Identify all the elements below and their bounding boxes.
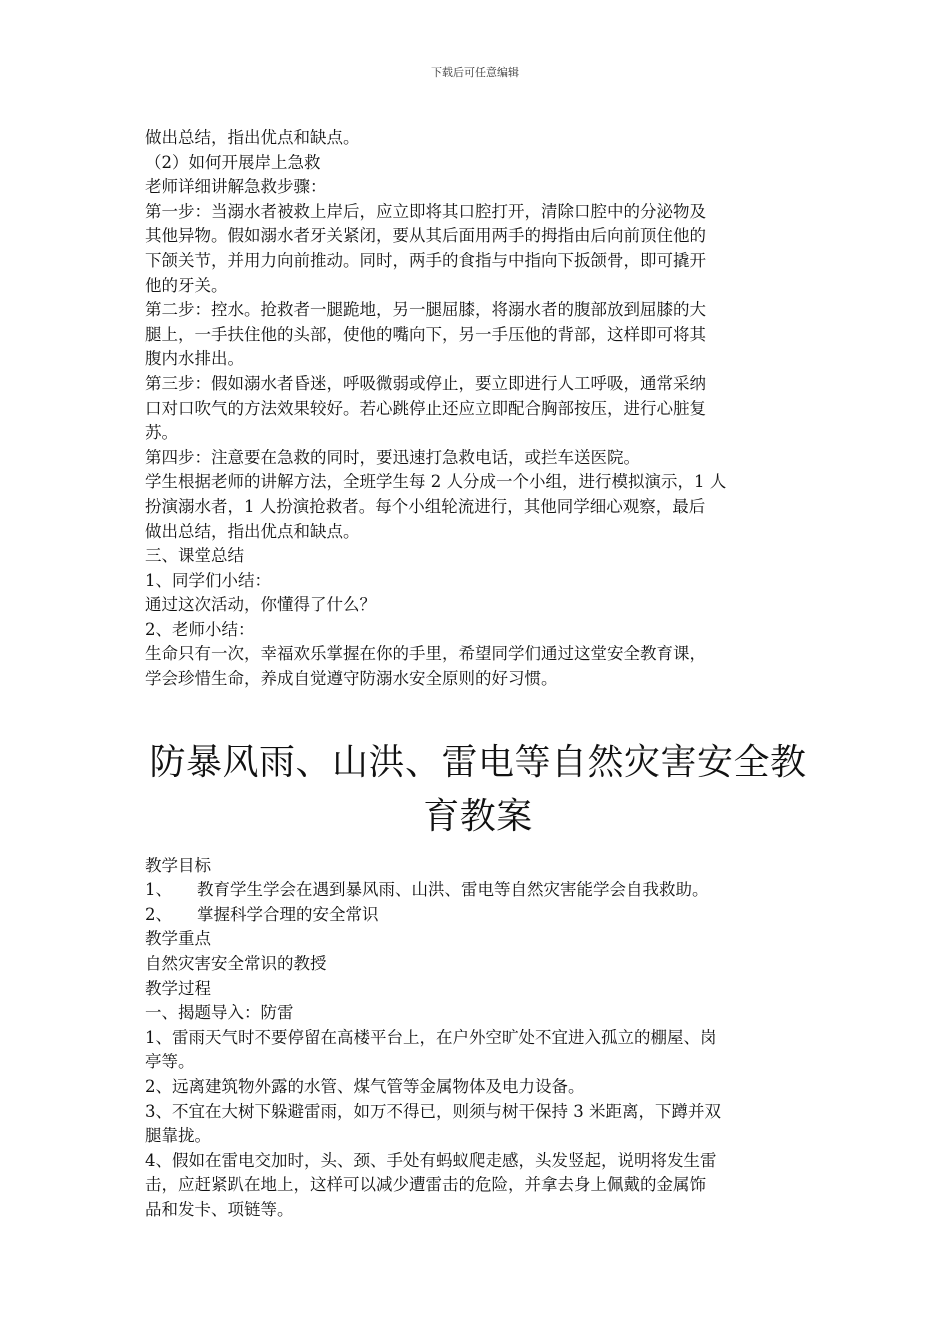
goals-heading: 教学目标 xyxy=(145,855,211,875)
paragraph-line: 亭等。 xyxy=(145,1052,195,1072)
paragraph-line: 生命只有一次，幸福欢乐掌握在你的手里，希望同学们通过这堂安全教育课， xyxy=(145,644,706,664)
paragraph-line: 他的牙关。 xyxy=(145,275,228,295)
paragraph-line: 自然灾害安全常识的教授 xyxy=(145,954,327,974)
paragraph-line: 下颌关节，并用力向前推动。同时，两手的食指与中指向下扳颌骨，即可撬开 xyxy=(145,250,706,270)
paragraph-line: 腿靠拢。 xyxy=(145,1126,211,1146)
section-drowning-rescue xyxy=(145,126,811,692)
paragraph-line: 2、远离建筑物外露的水管、煤气管等金属物体及电力设备。 xyxy=(145,1077,585,1096)
paragraph-line: 击，应赶紧趴在地上，这样可以减少遭雷击的危险，并拿去身上佩戴的金属饰 xyxy=(145,1175,706,1195)
paragraph-line: 学会珍惜生命，养成自觉遵守防溺水安全原则的好习惯。 xyxy=(145,669,558,689)
page-header-note: 下载后可任意编辑 xyxy=(431,66,519,79)
paragraph-line: 4、假如在雷电交加时，头、颈、手处有蚂蚁爬走感，头发竖起，说明将发生雷 xyxy=(145,1150,717,1170)
paragraph-line: 2、老师小结： xyxy=(145,619,255,639)
paragraph-line: 教学重点 xyxy=(145,929,211,949)
paragraph-line: 学生根据老师的讲解方法，全班学生每 2 人分成一个小组，进行模拟演示，1 人 xyxy=(145,472,727,492)
paragraph-line: 第三步：假如溺水者昏迷，呼吸微弱或停止，要立即进行人工呼吸，通常采纳 xyxy=(145,373,706,393)
goal-text: 教育学生学会在遇到暴风雨、山洪、雷电等自然灾害能学会自我救助。 xyxy=(197,880,709,900)
paragraph-line: （2）如何开展岸上急救 xyxy=(145,152,321,172)
paragraph-line: 品和发卡、项链等。 xyxy=(145,1199,294,1219)
goal-text: 掌握科学合理的安全常识 xyxy=(197,904,379,924)
paragraph-line: 第二步：控水。抢救者一腿跪地，另一腿屈膝，将溺水者的腹部放到屈膝的大 xyxy=(145,300,706,320)
paragraph-line: 通过这次活动，你懂得了什么？ xyxy=(145,595,376,615)
goal-item xyxy=(145,903,811,928)
paragraph-line: 1、同学们小结： xyxy=(145,570,271,590)
paragraph-line: 腹内水排出。 xyxy=(145,349,244,369)
paragraph-line: 第四步：注意要在急救的同时，要迅速打急救电话，或拦车送医院。 xyxy=(145,447,640,467)
paragraph-line: 第一步：当溺水者被救上岸后，应立即将其口腔打开，清除口腔中的分泌物及 xyxy=(145,201,706,221)
paragraph-line: 1、雷雨天气时不要停留在高楼平台上，在户外空旷处不宜进入孤立的棚屋、岗 xyxy=(145,1027,717,1047)
goal-number: 1、 xyxy=(145,880,172,900)
section-natural-disaster xyxy=(145,854,811,1223)
paragraph-line: 口对口吹气的方法效果较好。若心跳停止还应立即配合胸部按压，进行心脏复 xyxy=(145,398,706,418)
paragraph-line: 3、不宜在大树下躲避雷雨，如万不得已，则须与树干保持 3 米距离，下蹲并双 xyxy=(145,1101,721,1121)
goal-number: 2、 xyxy=(145,904,172,924)
paragraph-line: 苏。 xyxy=(145,423,178,443)
paragraph-line: 一、揭题导入：防雷 xyxy=(145,1003,294,1023)
paragraph-line: 教学过程 xyxy=(145,978,211,998)
title-line: 防暴风雨、山洪、雷电等自然灾害安全教 xyxy=(149,741,807,783)
paragraph-line: 其他异物。假如溺水者牙关紧闭，要从其后面用两手的拇指由后向前顶住他的 xyxy=(145,226,706,246)
document-body xyxy=(145,126,811,1223)
goal-item xyxy=(145,878,811,903)
paragraph-line: 做出总结，指出优点和缺点。 xyxy=(145,521,360,541)
paragraph-line: 老师详细讲解急救步骤： xyxy=(145,177,327,197)
paragraph-line: 做出总结，指出优点和缺点。 xyxy=(145,128,360,147)
title-line: 育教案 xyxy=(423,795,533,837)
lesson-plan-title xyxy=(145,736,811,844)
paragraph-line: 腿上，一手扶住他的头部，使他的嘴向下，另一手压他的背部，这样即可将其 xyxy=(145,324,706,344)
paragraph-line: 三、课堂总结 xyxy=(145,546,244,566)
paragraph-line: 扮演溺水者，1 人扮演抢救者。每个小组轮流进行，其他同学细心观察，最后 xyxy=(145,496,706,516)
